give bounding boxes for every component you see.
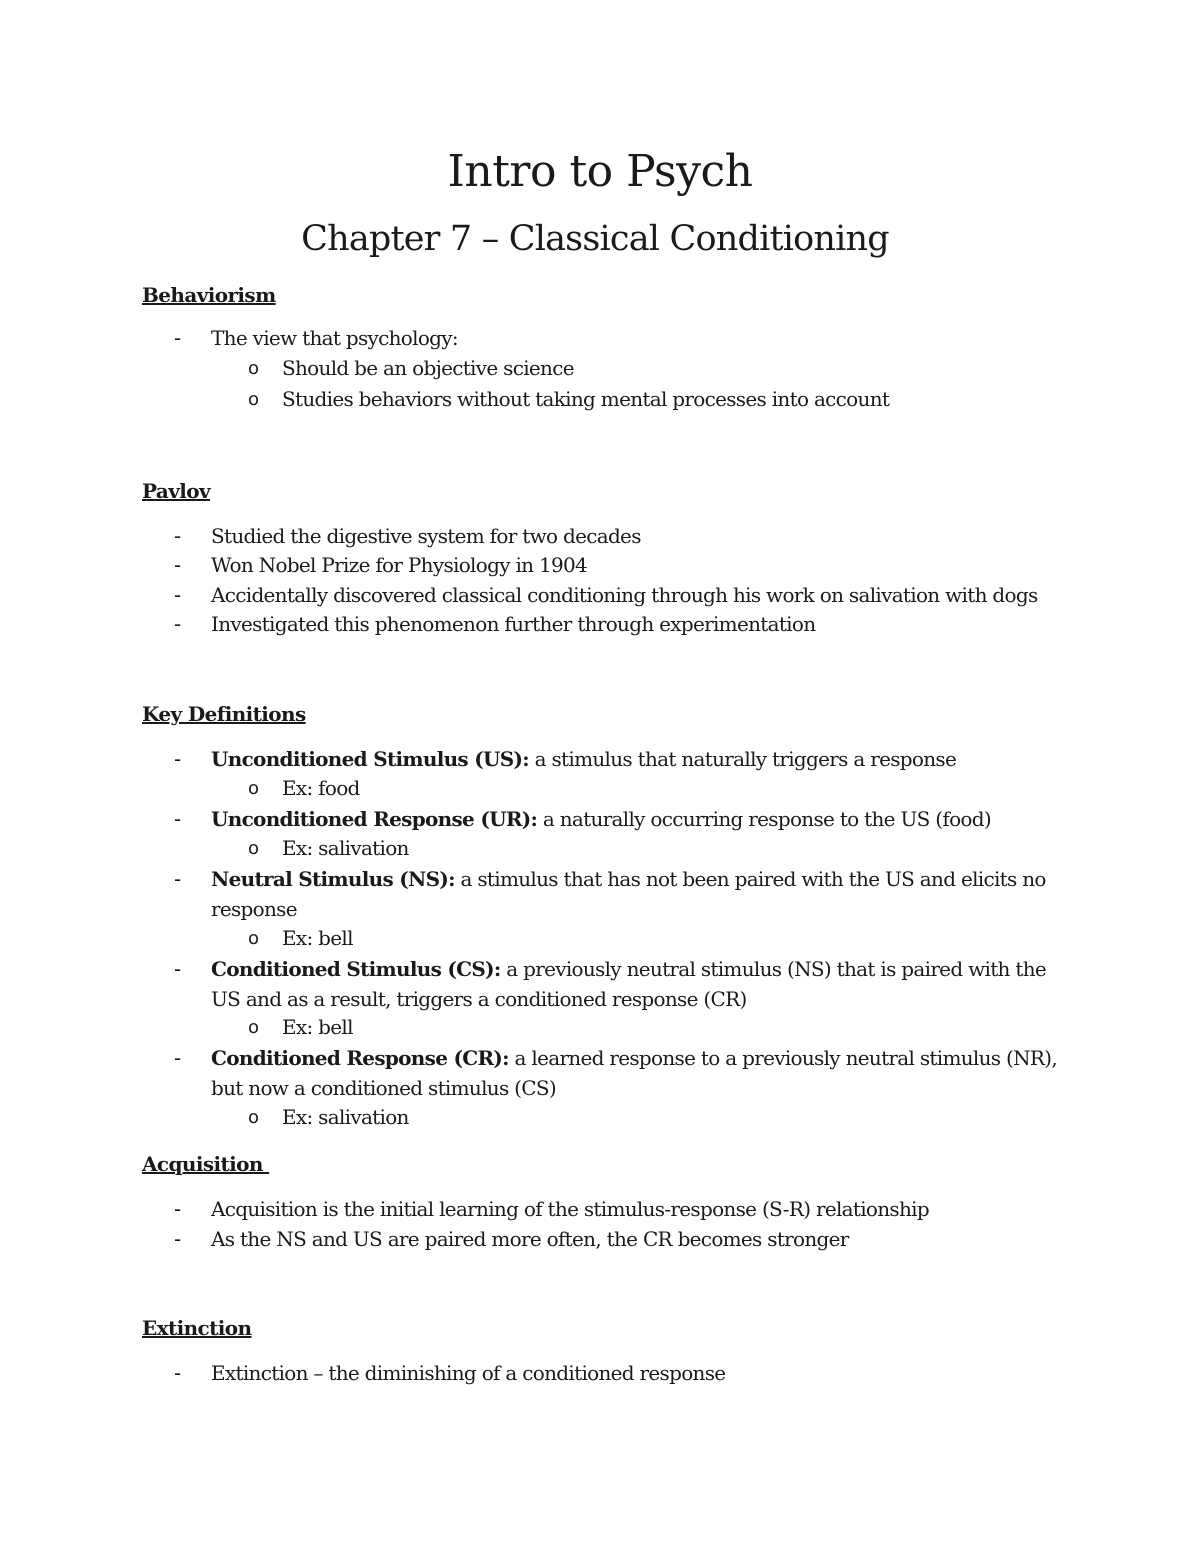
- heading-behaviorism: Behaviorism: [142, 283, 276, 307]
- definition-term: Conditioned Stimulus (CS):: [211, 957, 501, 981]
- bullet-dash: -: [174, 583, 182, 607]
- bullet-dash: -: [174, 326, 182, 350]
- pavlov-item: Won Nobel Prize for Physiology in 1904: [211, 553, 588, 577]
- definition-text: a learned response to a previously neutral stimulus (NR),: [508, 1046, 1058, 1070]
- acquisition-item: Acquisition is the initial learning of the stimulus-response (S-R) relationship: [211, 1197, 929, 1221]
- sub-bullet-marker: o: [248, 838, 260, 859]
- heading-pavlov: Pavlov: [142, 479, 211, 503]
- behaviorism-item: The view that psychology:: [211, 326, 458, 350]
- definition-example: Ex: bell: [282, 1015, 353, 1039]
- heading-key-definitions: Key Definitions: [142, 702, 306, 726]
- extinction-item: Extinction – the diminishing of a conditioned response: [211, 1361, 726, 1385]
- definition-term: Unconditioned Response (UR):: [211, 807, 538, 831]
- bullet-dash: -: [174, 1361, 182, 1385]
- definition-cr: [211, 1044, 1057, 1072]
- definition-ur: [211, 805, 991, 833]
- bullet-dash: -: [174, 747, 182, 771]
- acquisition-item: As the NS and US are paired more often, the CR becomes stronger: [211, 1227, 849, 1251]
- bullet-dash: -: [174, 807, 182, 831]
- definition-term: Unconditioned Stimulus (US):: [211, 747, 529, 771]
- sub-bullet-marker: o: [248, 358, 260, 379]
- bullet-dash: -: [174, 1227, 182, 1251]
- sub-bullet-marker: o: [248, 389, 260, 410]
- bullet-dash: -: [174, 553, 182, 577]
- definition-text: a previously neutral stimulus (NS) that is paired with the: [500, 957, 1047, 981]
- bullet-dash: -: [174, 867, 182, 891]
- definition-text-continued: but now a conditioned stimulus (CS): [211, 1076, 556, 1100]
- definition-example: Ex: salivation: [282, 836, 409, 860]
- heading-extinction: Extinction: [142, 1316, 252, 1340]
- definition-ns: [211, 865, 1046, 893]
- heading-acquisition: Acquisition: [142, 1152, 270, 1176]
- definition-term: Conditioned Response (CR):: [211, 1046, 509, 1070]
- definition-text-continued: response: [211, 897, 297, 921]
- definition-term: Neutral Stimulus (NS):: [211, 867, 455, 891]
- definition-example: Ex: salivation: [282, 1105, 409, 1129]
- pavlov-item: Investigated this phenomenon further through experimentation: [211, 612, 816, 636]
- pavlov-item: Studied the digestive system for two decades: [211, 524, 641, 548]
- page-subtitle: Chapter 7 – Classical Conditioning: [301, 219, 889, 259]
- bullet-dash: -: [174, 612, 182, 636]
- sub-bullet-marker: o: [248, 928, 260, 949]
- definition-text: a stimulus that naturally triggers a response: [528, 747, 957, 771]
- bullet-dash: -: [174, 1046, 182, 1070]
- bullet-dash: -: [174, 1197, 182, 1221]
- bullet-dash: -: [174, 957, 182, 981]
- definition-text: a naturally occurring response to the US (food): [537, 807, 991, 831]
- sub-bullet-marker: o: [248, 778, 260, 799]
- pavlov-item: Accidentally discovered classical conditioning through his work on salivation with dogs: [211, 583, 1038, 607]
- sub-bullet-marker: o: [248, 1017, 260, 1038]
- definition-text-continued: US and as a result, triggers a conditioned response (CR): [211, 987, 747, 1011]
- definition-cs: [211, 955, 1046, 983]
- page-title: Intro to Psych: [447, 146, 753, 197]
- bullet-dash: -: [174, 524, 182, 548]
- definition-example: Ex: bell: [282, 926, 353, 950]
- sub-bullet-marker: o: [248, 1107, 260, 1128]
- definition-text: a stimulus that has not been paired with the US and elicits no: [454, 867, 1046, 891]
- behaviorism-sub-item: Studies behaviors without taking mental processes into account: [282, 387, 890, 411]
- behaviorism-sub-item: Should be an objective science: [282, 356, 574, 380]
- definition-us: [211, 745, 956, 773]
- definition-example: Ex: food: [282, 776, 360, 800]
